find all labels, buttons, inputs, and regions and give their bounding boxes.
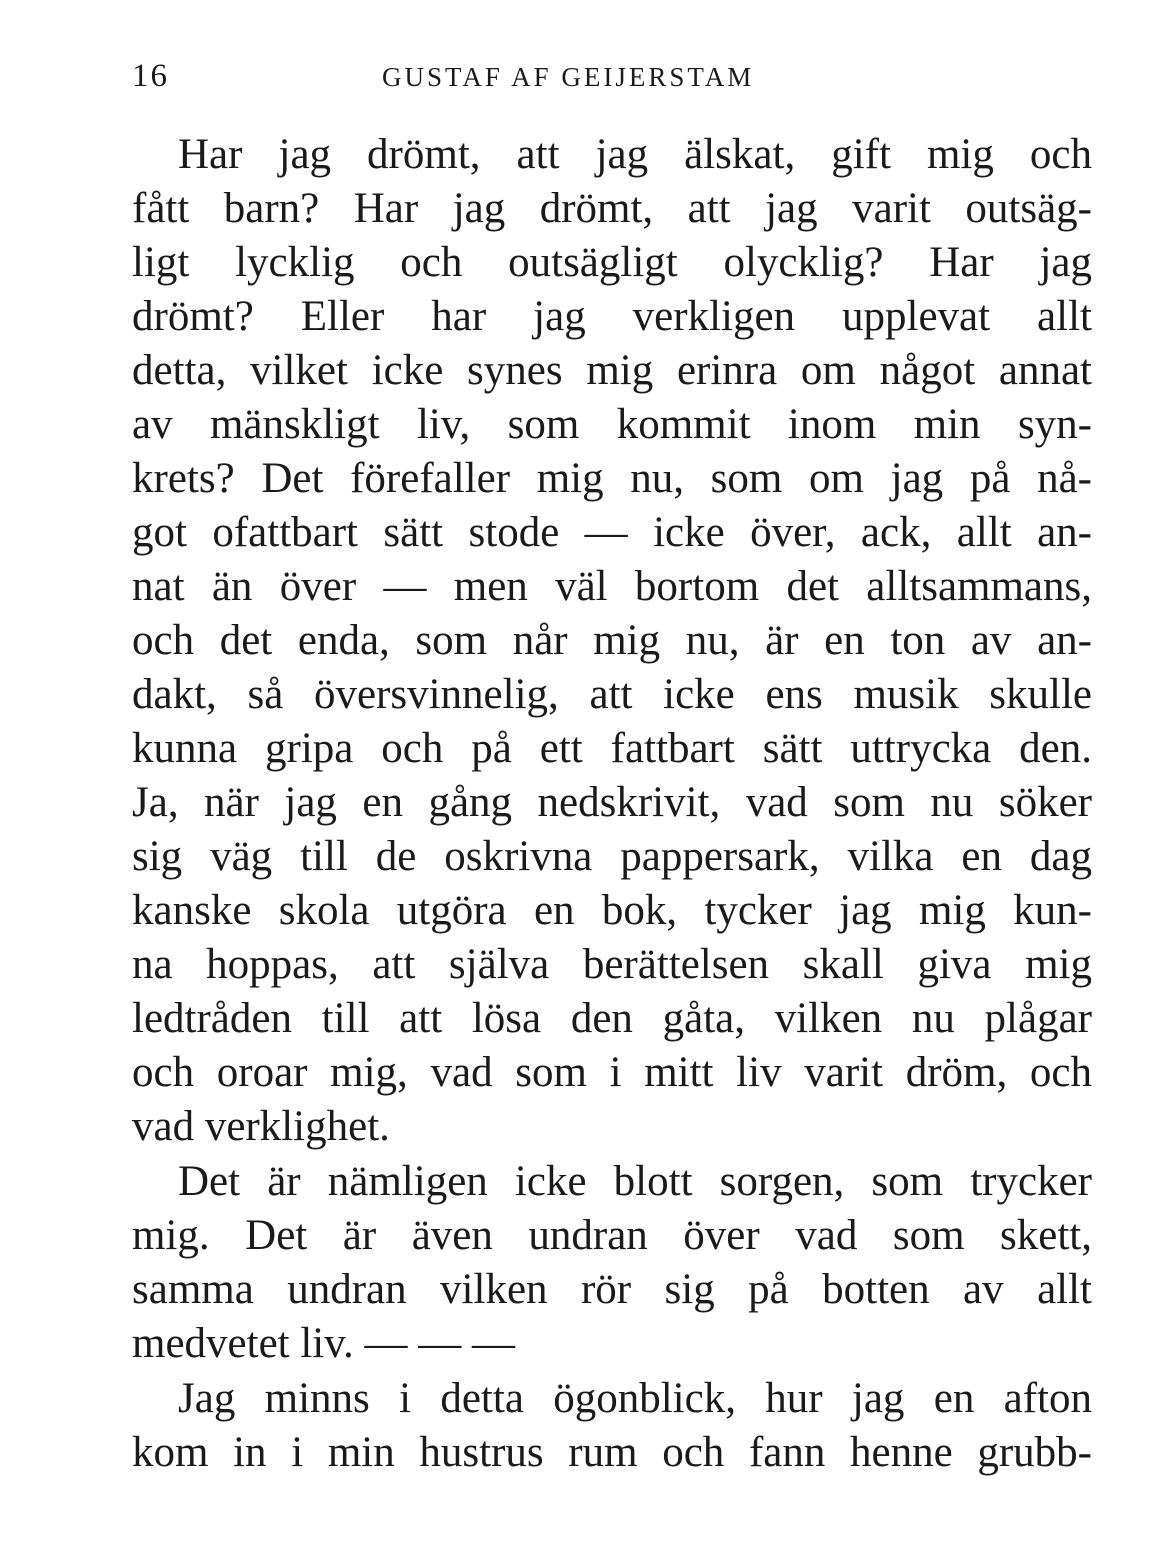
- text-line: ledtråden till att lösa den gåta, vilken nu plågar: [132, 995, 1092, 1042]
- text-line: na hoppas, att själva berättelsen skall giva mig: [132, 941, 1092, 988]
- text-line: ligt lycklig och outsägligt olycklig? Har jag: [132, 239, 1092, 286]
- text-line: medvetet liv. — — —: [132, 1320, 515, 1367]
- text-line: fått barn? Har jag drömt, att jag varit outsäg-: [132, 185, 1092, 232]
- text-line: got ofattbart sätt stode — icke över, ack, allt an-: [132, 509, 1092, 556]
- text-line: och det enda, som når mig nu, är en ton av an-: [132, 617, 1092, 664]
- text-line: sig väg till de oskrivna pappersark, vilka en dag: [132, 833, 1092, 880]
- running-head: GUSTAF AF GEIJERSTAM: [382, 62, 755, 92]
- page-number: 16: [132, 58, 169, 94]
- text-line: krets? Det förefaller mig nu, som om jag på nå-: [132, 455, 1092, 502]
- page-header: [132, 58, 1092, 98]
- text-line: vad verklighet.: [132, 1103, 390, 1150]
- text-line: dakt, så översvinnelig, att icke ens musik skulle: [132, 671, 1092, 718]
- text-line: och oroar mig, vad som i mitt liv varit dröm, och: [132, 1049, 1092, 1096]
- text-line: drömt? Eller har jag verkligen upplevat allt: [132, 293, 1092, 340]
- text-line: samma undran vilken rör sig på botten av allt: [132, 1266, 1092, 1313]
- body-text: [132, 128, 1092, 1480]
- text-line: kunna gripa och på ett fattbart sätt uttrycka den.: [132, 725, 1092, 772]
- text-line: mig. Det är även undran över vad som skett,: [132, 1212, 1092, 1259]
- text-line: kanske skola utgöra en bok, tycker jag mig kun-: [132, 887, 1092, 934]
- text-line: nat än över — men väl bortom det alltsammans,: [132, 563, 1092, 610]
- text-line: Har jag drömt, att jag älskat, gift mig och: [178, 131, 1092, 178]
- text-line: Det är nämligen icke blott sorgen, som trycker: [178, 1158, 1092, 1205]
- text-line: Ja, när jag en gång nedskrivit, vad som nu söker: [132, 779, 1092, 826]
- text-line: av mänskligt liv, som kommit inom min syn-: [132, 401, 1092, 448]
- text-line: kom in i min hustrus rum och fann henne grubb-: [132, 1429, 1092, 1476]
- text-line: Jag minns i detta ögonblick, hur jag en afton: [178, 1375, 1092, 1422]
- text-line: detta, vilket icke synes mig erinra om något annat: [132, 347, 1092, 394]
